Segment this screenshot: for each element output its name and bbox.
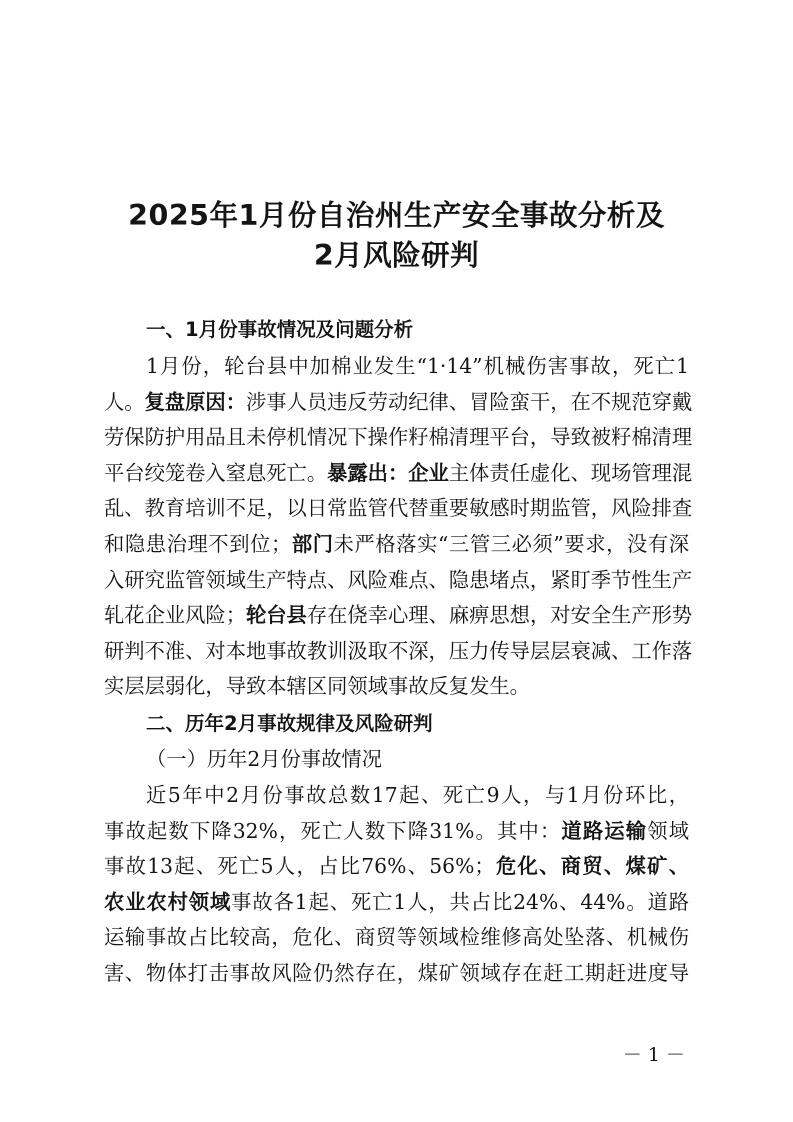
- text-run: 事故起数下降32%，死亡人数下降31%。其中：: [104, 818, 562, 843]
- paragraph-line: [104, 384, 693, 420]
- bold-text-run: 危化、商贸、煤矿、: [494, 854, 689, 878]
- section-2-subheading: （一）历年2月份事故情况: [146, 747, 382, 771]
- bold-text-run: 暴露出：: [327, 460, 409, 485]
- section-2-heading: 二、历年2月事故规律及风险研判: [146, 712, 433, 735]
- paragraph-line: [146, 777, 689, 813]
- text-run: 劳保防护用品且未停机情况下操作籽棉清理平台，导致被籽棉清理: [104, 425, 693, 450]
- paragraph-line: [104, 597, 693, 633]
- text-run: 轧花企业风险；: [104, 603, 246, 628]
- bold-text-run: 企业: [408, 460, 449, 485]
- paragraph-line: [104, 813, 689, 849]
- text-run: 事故各1起、死亡1人，共占比24%、44%。道路: [231, 889, 689, 914]
- text-run: 平台绞笼卷入窒息死亡。: [104, 460, 328, 485]
- text-run: 入研究监管领域生产特点、风险难点、隐患堵点，紧盯季节性生产: [104, 567, 693, 592]
- paragraph-line: [104, 848, 689, 884]
- text-run: 人。: [104, 389, 145, 414]
- text-run: 涉事人员违反劳动纪律、冒险蛮干，在不规范穿戴: [246, 389, 693, 414]
- text-run: 害、物体打击事故风险仍然存在，煤矿领域存在赶工期赶进度导: [104, 960, 689, 985]
- paragraph-line: [104, 884, 689, 920]
- bold-text-run: 复盘原因：: [144, 389, 246, 414]
- paragraph-line: [104, 633, 693, 669]
- section-1-heading: 一、1月份事故情况及问题分析: [146, 318, 414, 341]
- text-run: 领域: [647, 818, 689, 843]
- text-run: 和隐患治理不到位；: [104, 532, 292, 556]
- text-run: 1月份，轮台县中加棉业发生“1·14”机械伤害事故，死亡1: [146, 354, 689, 378]
- document-title-line-2: 2月风险研判: [313, 239, 480, 272]
- paragraph-line: [104, 562, 693, 598]
- page-number: － 1 －: [622, 1044, 685, 1066]
- document-title-line-1: 2025年1月份自治州生产安全事故分析及: [128, 199, 665, 232]
- paragraph-line: [104, 919, 689, 955]
- text-run: 存在侥幸心理、麻痹思想，对安全生产形势: [306, 603, 693, 628]
- text-run: 运输事故占比较高，危化、商贸等领域检维修高处坠落、机械伤: [104, 925, 689, 949]
- text-run: 研判不准、对本地事故教训汲取不深，压力传导层层衰减、工作落: [104, 638, 693, 663]
- text-run: 乱、教育培训不足，以日常监管代替重要敏感时期监管，风险排查: [104, 496, 693, 521]
- paragraph-line: [104, 455, 693, 491]
- text-run: 近5年中2月份事故总数17起、死亡9人，与1月份环比，: [146, 783, 689, 807]
- paragraph-line: [104, 955, 689, 991]
- bold-text-run: 轮台县: [245, 603, 307, 628]
- paragraph-line: [104, 526, 689, 562]
- bold-text-run: 农业农村领域: [104, 889, 232, 914]
- bold-text-run: 道路运输: [561, 818, 648, 843]
- paragraph-line: [104, 490, 693, 526]
- paragraph-line: [104, 668, 689, 704]
- text-run: 实层层弱化，导致本辖区同领域事故反复发生。: [104, 674, 530, 699]
- text-run: 未严格落实“三管三必须”要求，没有深: [333, 532, 689, 556]
- bold-text-run: 部门: [291, 532, 334, 556]
- paragraph-line: [104, 419, 693, 455]
- paragraph-line: [146, 348, 689, 384]
- text-run: 事故13起、死亡5人，占比76%、56%；: [104, 854, 495, 878]
- text-run: 主体责任虚化、现场管理混: [448, 460, 693, 485]
